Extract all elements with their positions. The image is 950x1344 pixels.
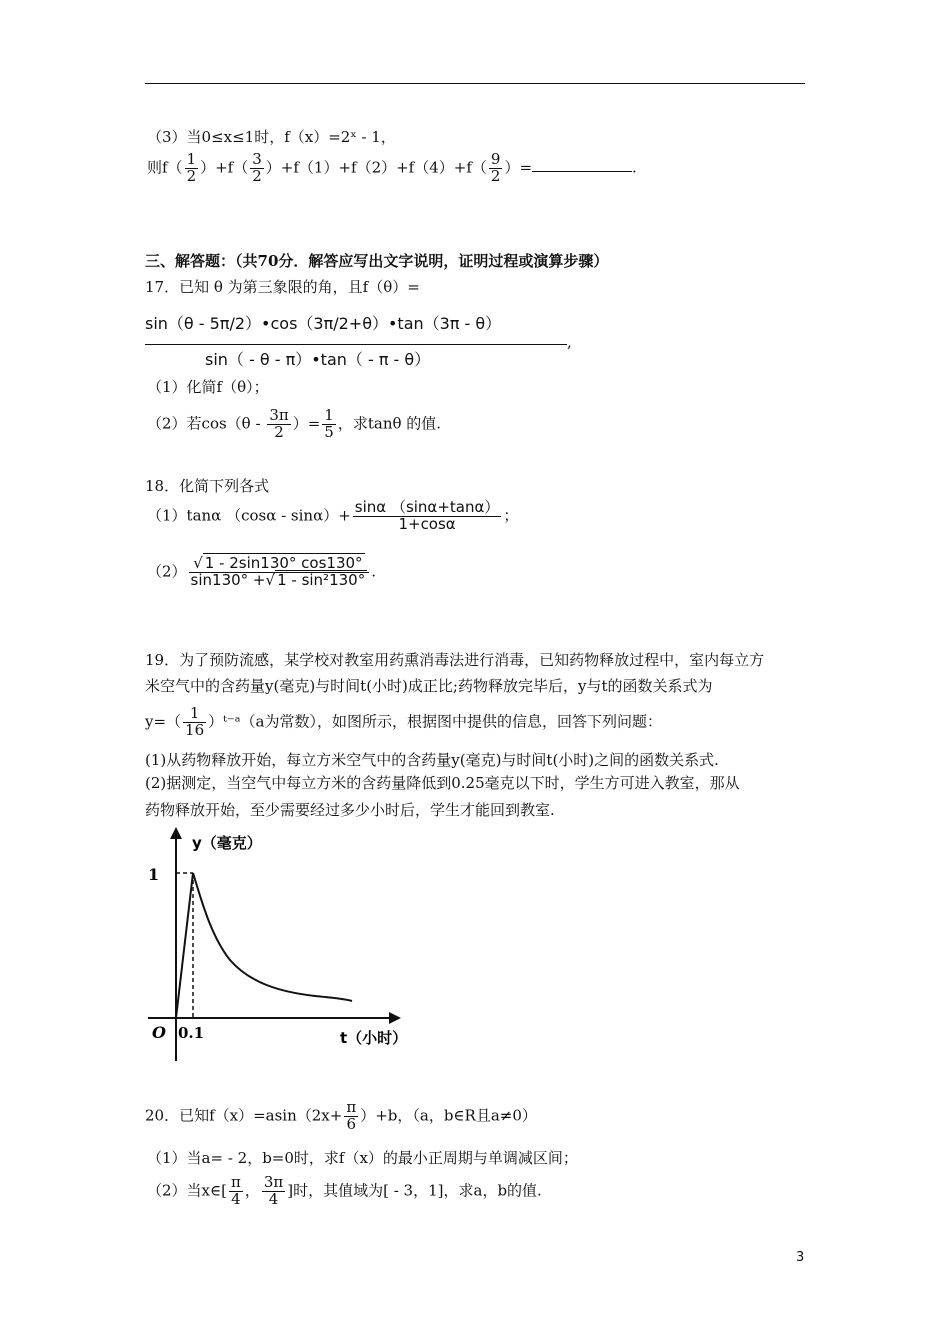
q17-part2 [147, 408, 441, 441]
y-tick-label: 1 [148, 865, 160, 884]
q18-part1-num: sinα （sinα+tanα） [354, 498, 500, 516]
rise-line [176, 873, 193, 1018]
q20-stem-frac [344, 1100, 358, 1133]
q17-part2-value-den: 5 [324, 422, 334, 441]
q17-part2-value [322, 408, 336, 441]
q20-part2-frac2-den: 4 [268, 1189, 279, 1208]
x-tick-label: 0.1 [178, 1024, 205, 1042]
y-axis-label: y（毫克） [192, 834, 262, 852]
q20-part2-b: ]时，其值域为[ - 3，1]，求a，b的值. [287, 1181, 542, 1200]
q18-part1 [147, 500, 518, 533]
q16-frac-1-num: 1 [186, 150, 197, 168]
q16-frac-2-den: 2 [252, 166, 262, 185]
q20-part2-frac1-num: π [230, 1173, 241, 1191]
q18-part2-frac [189, 556, 370, 589]
q20-part2-frac2 [262, 1175, 285, 1208]
q17-denominator: sin（ - θ - π）•tan（ - π - θ） [205, 350, 431, 369]
q18-part1-den: 1+cosα [398, 514, 456, 533]
q17-part2-a: （2）若cos（θ - [147, 414, 266, 433]
q18-part2-end: . [371, 562, 376, 581]
q16-prefix: 则f（ [147, 158, 183, 177]
q17-part2-frac [267, 408, 290, 441]
q18-part1-a: （1）tanα （cosα - sinα）+ [147, 506, 351, 525]
q16-part3-line1: （3）当0≤x≤1时，f（x）=2ˣ - 1， [147, 128, 396, 146]
x-axis-label: t（小时） [340, 1029, 408, 1047]
q20-stem-frac-den: 6 [346, 1114, 357, 1133]
q17-numerator: sin（θ - 5π/2）•cos（3π/2+θ）•tan（3π - θ） [145, 314, 502, 333]
q17-part1: （1）化简f（θ）； [147, 378, 269, 396]
q19-graph [140, 825, 430, 1070]
header-rule [145, 83, 805, 84]
q20-part2-sep: ， [244, 1181, 260, 1200]
q18-part2-num-wrap: √ 1 - 2sin130° cos130° [189, 556, 370, 573]
section3-title: 三、解答题：（共70分．解答应写出文字说明，证明过程或演算步骤） [145, 252, 609, 270]
q16-mid1: ）+f（ [200, 158, 249, 177]
q20-part2-a: （2）当x∈[ [147, 1181, 227, 1200]
q16-mid2: ）+f（1）+f（2）+f（4）+f（ [265, 158, 487, 177]
q19-frac-num: 1 [183, 706, 206, 723]
q19-line1: 19．为了预防流感，某学校对教室用药熏消毒法进行消毒，已知药物释放过程中，室内每立方 [145, 651, 765, 669]
q17-part2-c: ，求tanθ 的值. [337, 414, 442, 433]
q20-part1: （1）当a= - 2，b=0时，求f（x）的最小正周期与单调减区间； [147, 1149, 578, 1167]
q19-frac-den: 16 [185, 720, 205, 739]
q18-part1-end: ； [503, 506, 519, 525]
q17-part2-b: ）= [292, 414, 321, 433]
q16-frac-3-num: 9 [490, 150, 501, 168]
q18-part2-num: 1 - 2sin130° cos130° [204, 554, 363, 572]
q20-stem-a: 20．已知f（x）=asin（2x+ [145, 1106, 343, 1125]
q17-fraction-comma: , [567, 333, 572, 351]
q19-line4: (1)从药物释放开始，每立方米空气中的含药量y(毫克)与时间t(小时)之间的函数关系式. [145, 751, 719, 769]
q19-line3 [145, 706, 662, 739]
q16-suffix: ）= [504, 158, 533, 177]
q19-line3-a: y=（ [145, 712, 182, 731]
q16-part3-line2 [147, 152, 637, 185]
q20-part2-frac1-den: 4 [231, 1189, 241, 1208]
q20-stem-frac-num: π [346, 1098, 357, 1116]
q18-part2 [147, 556, 376, 589]
q20-part2-frac2-num: 3π [263, 1173, 284, 1191]
q18-part2-den-a: sin130° + [190, 570, 266, 589]
q18-part1-frac [353, 500, 502, 533]
q16-end: . [632, 158, 637, 177]
q17-fraction-bar [145, 344, 567, 345]
q18-part2-den-wrap: sin130° +√ 1 - sin²130° [190, 570, 366, 589]
q19-line5: (2)据测定，当空气中每立方米的含药量降低到0.25毫克以下时，学生方可进入教室，那从 [145, 774, 740, 792]
q16-frac-3-den: 2 [490, 166, 501, 185]
q18-stem: 18．化简下列各式 [145, 477, 270, 495]
q19-frac [183, 706, 206, 739]
q19-line3-b: ）ᵗ⁻ᵃ（a为常数），如图所示，根据图中提供的信息，回答下列问题： [208, 712, 662, 731]
q19-line6: 药物释放开始，至少需要经过多少小时后，学生才能回到教室. [145, 801, 555, 819]
page-number: 3 [796, 1250, 805, 1265]
decay-curve [193, 873, 352, 1001]
q16-answer-blank [532, 157, 632, 172]
q20-part2 [147, 1175, 542, 1208]
q17-part2-frac-num: 3π [269, 406, 289, 424]
q16-frac-2-num: 3 [252, 150, 262, 168]
q20-stem [145, 1100, 537, 1133]
q16-frac-2 [250, 152, 264, 185]
q20-stem-b: ）+b，（a，b∈R且a≠0） [360, 1106, 537, 1125]
q16-frac-1-den: 2 [186, 166, 197, 185]
origin-label: O [152, 1023, 166, 1042]
q16-frac-3 [489, 152, 503, 185]
q17-part2-value-num: 1 [324, 406, 334, 424]
q18-part2-den-b: 1 - sin²130° [277, 570, 366, 589]
q17-stem: 17．已知 θ 为第三象限的角，且f（θ）= [145, 278, 420, 296]
q18-part2-label: （2） [147, 562, 187, 581]
q20-part2-frac1 [229, 1175, 243, 1208]
q17-part2-frac-den: 2 [274, 422, 284, 441]
q16-frac-1 [185, 152, 199, 185]
q19-line2: 米空气中的含药量y(毫克)与时间t(小时)成正比;药物释放完毕后，y与t的函数关系式为 [145, 677, 713, 695]
